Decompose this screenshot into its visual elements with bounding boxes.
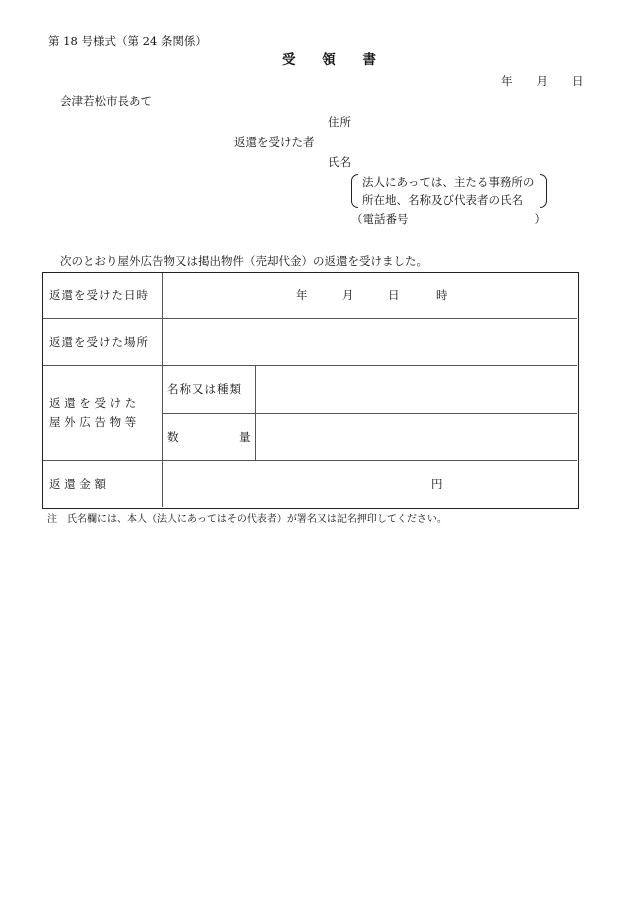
returned-items-label-line1: 返 還 を 受 け た (49, 396, 137, 410)
return-amount-label: 返 還 金 額 (49, 477, 106, 491)
row-divider (43, 365, 577, 366)
datetime-month: 月 (342, 288, 354, 302)
received-datetime-label: 返還を受けた日時 (49, 288, 149, 302)
datetime-day: 日 (388, 288, 400, 302)
footnote: 注 氏名欄には、本人（法人にあってはその代表者）が署名又は記名押印してください。 (47, 514, 447, 525)
corporation-note-line1: 法人にあっては、主たる事務所の (362, 175, 535, 189)
quantity-label-a: 数 (167, 430, 179, 444)
phone-label: （電話番号 (351, 212, 409, 226)
document-title: 受 領 書 (282, 52, 387, 68)
issue-date (501, 76, 584, 88)
date-year: 年 (501, 74, 513, 88)
row-divider (162, 413, 577, 414)
datetime-hour: 時 (436, 288, 448, 302)
yen-unit: 円 (431, 477, 443, 491)
intro-statement: 次のとおり屋外広告物又は掲出物件（売却代金）の返還を受けました。 (60, 254, 428, 268)
row-divider (43, 318, 577, 319)
return-details-table (42, 272, 579, 509)
name-label: 氏名 (328, 155, 351, 169)
quantity-label-b: 量 (239, 430, 251, 444)
returned-items-label-line2: 屋 外 広 告 物 等 (49, 415, 137, 429)
address-label: 住所 (328, 115, 351, 129)
column-divider (255, 365, 256, 460)
corporation-note-line2: 所在地、名称及び代表者の氏名 (362, 193, 523, 207)
form-number: 第 18 号様式（第 24 条関係） (48, 34, 207, 48)
name-or-type-label: 名称又は種類 (167, 382, 242, 396)
datetime-year: 年 (296, 288, 308, 302)
row-divider (43, 460, 577, 461)
left-brace (351, 174, 358, 208)
received-place-label: 返還を受けた場所 (49, 335, 149, 349)
date-month: 月 (536, 74, 548, 88)
date-day: 日 (572, 74, 584, 88)
recipient-label: 返還を受けた者 (234, 135, 315, 149)
corporation-note (351, 174, 551, 210)
addressee: 会津若松市長あて (60, 94, 152, 108)
column-divider (162, 273, 163, 507)
phone-number-field (351, 214, 546, 226)
right-brace (540, 174, 547, 208)
phone-close-paren: ） (534, 212, 546, 226)
